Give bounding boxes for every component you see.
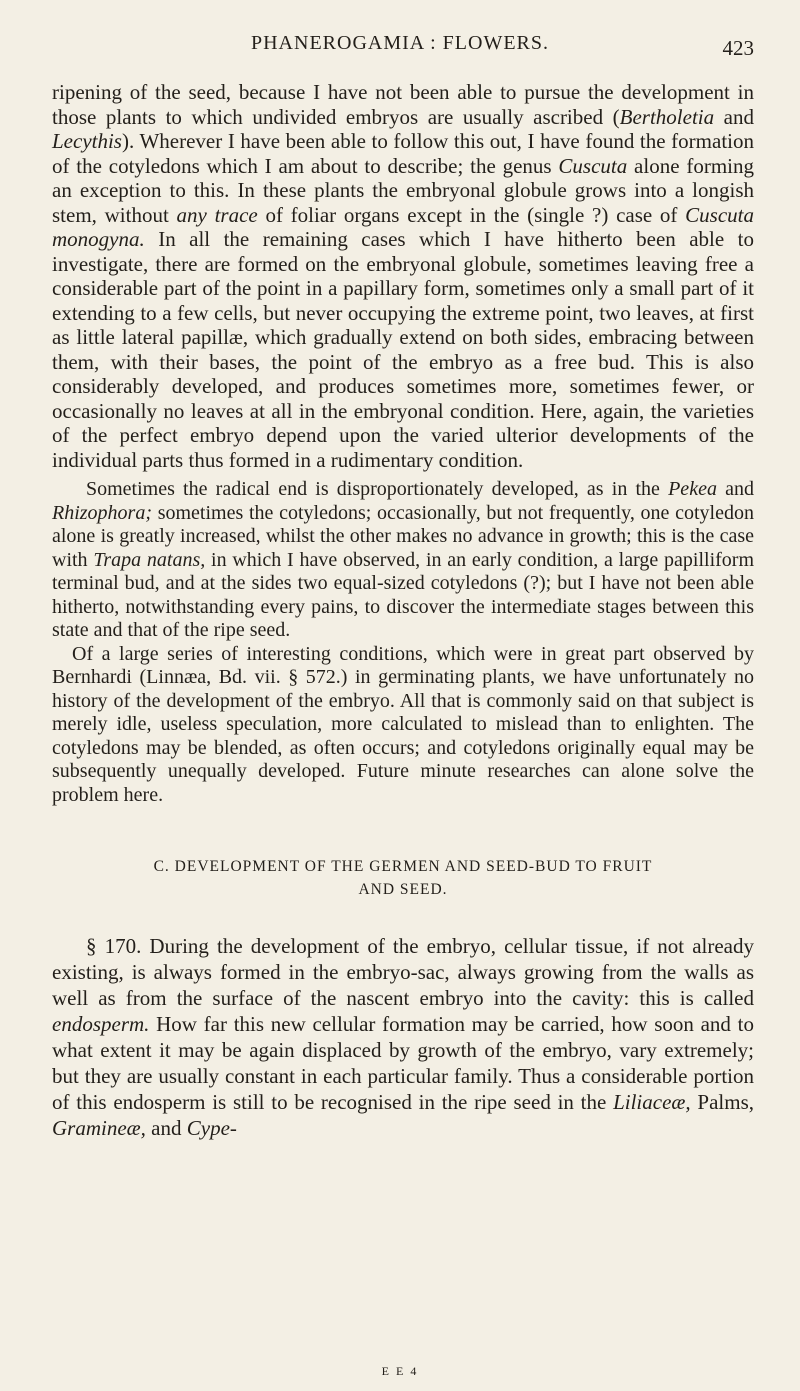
- paragraph-section-170: [52, 933, 754, 1141]
- text-run: of foliar organs except in the (single ?) case of: [257, 202, 686, 227]
- paragraph-series-conditions: [52, 643, 754, 808]
- text-run: Sometimes the radical end is disproportionately developed, as in the: [86, 478, 669, 500]
- text-run: Palms,: [690, 1090, 754, 1114]
- section-heading: [52, 855, 754, 901]
- italic-run: Gramineæ,: [52, 1116, 146, 1140]
- italic-run: Cuscuta: [558, 153, 628, 178]
- text-run: and: [716, 478, 754, 500]
- italic-run: endosperm.: [52, 1012, 150, 1036]
- text-run: and: [145, 1116, 187, 1140]
- section-heading-line2: AND SEED.: [358, 881, 448, 898]
- text-run: ripening of the seed, because I have not been able to pursue the development in those plants to which undivided embryos are usually ascribed (: [52, 80, 754, 129]
- italic-run: Cype-: [186, 1116, 237, 1140]
- italic-run: Pekea: [668, 478, 717, 500]
- paragraph-continued: [52, 80, 754, 472]
- italic-run: any trace: [176, 202, 258, 227]
- page-number: 423: [722, 36, 754, 60]
- text-run: Of a large series of interesting conditions, which were in great part observed by Bernhardi (Linnæa, Bd. vii. § 572.) in germinating plants, we have unfortunately no history of the development of the embryo. All that is commonly said on that subject is merely idle, useless speculation, more calculated to mislead than to enlighten. The cotyledons may be blended, as often occurs; and cotyledons originally equal may be subsequently unequally developed. Future minute researches can alone solve the problem here.: [52, 642, 754, 806]
- signature-mark: E E 4: [381, 1364, 419, 1378]
- italic-run: Bertholetia: [619, 104, 715, 129]
- running-head: [0, 32, 800, 62]
- italic-run: Cuscuta monogyna.: [52, 202, 754, 251]
- italic-run: Liliaceæ,: [613, 1090, 691, 1114]
- italic-run: Lecythis: [52, 129, 122, 153]
- paragraph-radical-end: [52, 478, 754, 643]
- text-run: How far this new cellular formation may be carried, how soon and to what extent it may be again displaced by growth of the embryo, vary extremely; but they are usually constant in each particular family. Thus a considerable portion of this endosperm is still to be recognised in the ripe seed in the: [52, 1012, 754, 1114]
- text-run: alone forming an exception to this. In these plants the embryonal globule grows into a longish stem, without: [52, 153, 754, 227]
- text-run: In all the remaining cases which I have hitherto been able to investigate, there are formed on the embryonal globule, sometimes leaving free a considerable part of the point in a papillary form, sometimes only a small part of it extending to a few cells, but never occupying the extreme point, two leaves, at first as little lateral papillæ, which gradually extend on both sides, embracing between them, with their bases, the point of the embryo as a free bud. This is also considerably developed, and produces sometimes more, sometimes fewer, or occasionally no leaves at all in the embryonal condition. Here, again, the varieties of the perfect embryo depend upon the varied ulterior developments of the individual parts thus formed in a rudimentary condition.: [52, 227, 754, 472]
- body-text: [52, 80, 754, 1141]
- text-run: ). Wherever I have been able to follow this out, I have found the formation of the cotyledons which I am about to describe; the genus: [52, 129, 754, 178]
- text-run: sometimes the cotyledons; occasionally, but not frequently, one cotyledon alone is greatly increased, whilst the other makes no advance in growth; this is the case with: [52, 501, 754, 571]
- text-run: § 170. During the development of the embryo, cellular tissue, if not already existing, is always formed in the embryo-sac, always growing from the walls as well as from the surface of the nascent embryo into the cavity: this is called: [52, 934, 754, 1010]
- text-run: in which I have observed, in an early condition, a large papilliform terminal bud, and at the sides two equal-sized cotyledons (?); but I have not been able hitherto, notwithstanding every pains, to discover the intermediate stages between this state and that of the ripe seed.: [52, 548, 754, 641]
- italic-run: Trapa natans,: [93, 548, 206, 571]
- running-title: PHANEROGAMIA : FLOWERS.: [250, 32, 550, 54]
- text-run: and: [714, 104, 754, 129]
- italic-run: Rhizophora;: [52, 501, 152, 524]
- section-heading-line1: C. DEVELOPMENT OF THE GERMEN AND SEED-BUD TO FRUIT: [153, 858, 653, 875]
